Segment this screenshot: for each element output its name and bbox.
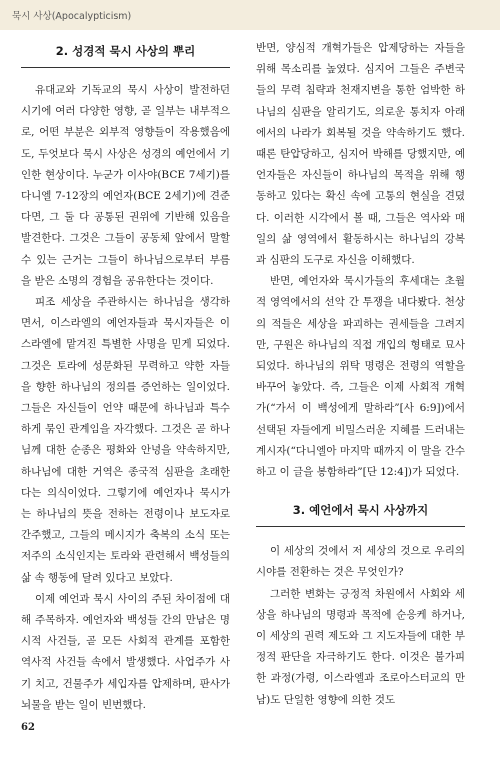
left-column (21, 38, 230, 716)
right-paragraph-1: 반면, 양심적 개혁가들은 압제당하는 자들을 위해 목소리를 높였다. 심지어 그들은 주변국들의 무력 침략과 천재지변을 통한 엄박한 하나님의 심판을 알리기도, 의로운 통치자 아래에서의 나라가 회복될 것을 약속하기도 했다. 때론 탄압당하고, 심지어 박해를 당했지만, 예언자들은 자신들이 하나님의 목적을 위해 행동하고 있다는 확신 속에 고통의 현실을 견뎠다. 이러한 시각에서 볼 때, 그들은 역사와 매일의 삶 영역에서 활동하시는 하나님의 강복과 심판의 도구로 자신을 이해했다. (256, 42, 465, 267)
page-number: 62 (21, 722, 35, 733)
left-paragraph-3: 이제 예언과 묵시 사이의 주된 차이점에 대해 주목하자. 예언자와 백성들 간의 만남은 명시적 사건들, 곧 모든 사회적 관계를 포함한 역사적 사건들 속에서 발생했다. 사업주가 사기 치고, 건물주가 세입자를 압제하며, 판사가 뇌물을 받는 일이 빈번했다. (21, 592, 230, 711)
right-paragraph-2: 반면, 예언자와 묵시가들의 후세대는 초월적 영역에서의 선악 간 투쟁을 내다봤다. 천상의 적들은 세상을 파괴하는 권세들을 그려지만, 구원은 하나님의 직접 개입의 형태로 묘사되었다. 하나님의 위탁 명령은 전령의 역할을 바꾸어 놓았다. 즉, 그들은 이제 사회적 개혁가(“가서 이 백성에게 말하라”[사 6:9])에서 선택된 자들에게 비밀스러운 지혜를 드러내는 계시자(“다니엘아 마지막 때까지 이 말을 간수하고 이 글을 봉함하라”[단 12:4])가 되었다. (256, 275, 465, 479)
section-heading-3: 3. 예언에서 묵시 사상까지 (256, 497, 465, 527)
section-heading-2: 2. 성경적 묵시 사상의 뿌리 (21, 38, 230, 68)
left-paragraph-2: 피조 세상을 주관하시는 하나님을 생각하면서, 이스라엘의 예언자들과 묵시자들은 이스라엘에 맡겨진 특별한 사명을 믿게 되었다. 그것은 토라에 성문화된 무력하고 약한 자들을 향한 하나님의 정의를 증언하는 일이었다. 그들은 자신들이 언약 때문에 하나님과 특수하게 묶인 관계임을 자각했다. 그것은 곧 하나님께 대한 순종은 평화와 안녕을 약속하지만, 하나님에 대한 거역은 종국적 심판을 초래한다는 의식이었다. 그렇기에 예언자나 묵시가는 하나님의 뜻을 전하는 전령이나 보도자로 간주했고, 그들의 메시지가 축복의 소식 또는 저주의 소식인지는 토라와 관련해서 백성들의 삶 속 행동에 달려 있다고 보았다. (21, 296, 230, 584)
right-column (256, 38, 465, 711)
right-paragraph-4: 그러한 변화는 긍정적 차원에서 사회와 세상을 하나님의 명령과 목적에 순응케 하거나, 이 세상의 권력 제도와 그 지도자들에 대한 부정적 판단을 자극하기도 한다. 이것은 불가피한 과정(가령, 이스라엘과 조로아스터교의 만남)도 단일한 영향에 의한 것도 (256, 587, 465, 706)
left-paragraph-1: 유대교와 기독교의 묵시 사상이 발전하던 시기에 여러 다양한 영향, 곧 일부는 내부적으로, 어떤 부분은 외부적 영향들이 작용했음에도, 두엇보다 묵시 사상은 성경의 예언에서 기인한 현상이다. 누군가 이사야(BCE 7세기)를 다니엘 7-12장의 예언자(BCE 2세기)에 견준다면, 그 둘 다 공통된 권위에 기반해 있음을 발견한다. 그것은 그들이 공동체 앞에서 말할 수 있는 근거는 그들이 하나님으로부터 부름을 받은 소명의 경험을 공유한다는 것이다. (21, 84, 230, 287)
running-head-band (0, 0, 500, 30)
right-paragraph-3: 이 세상의 것에서 저 세상의 것으로 우리의 시야를 전환하는 것은 무엇인가? (256, 545, 465, 579)
running-head: 묵시 사상(Apocalypticism) (12, 11, 132, 22)
